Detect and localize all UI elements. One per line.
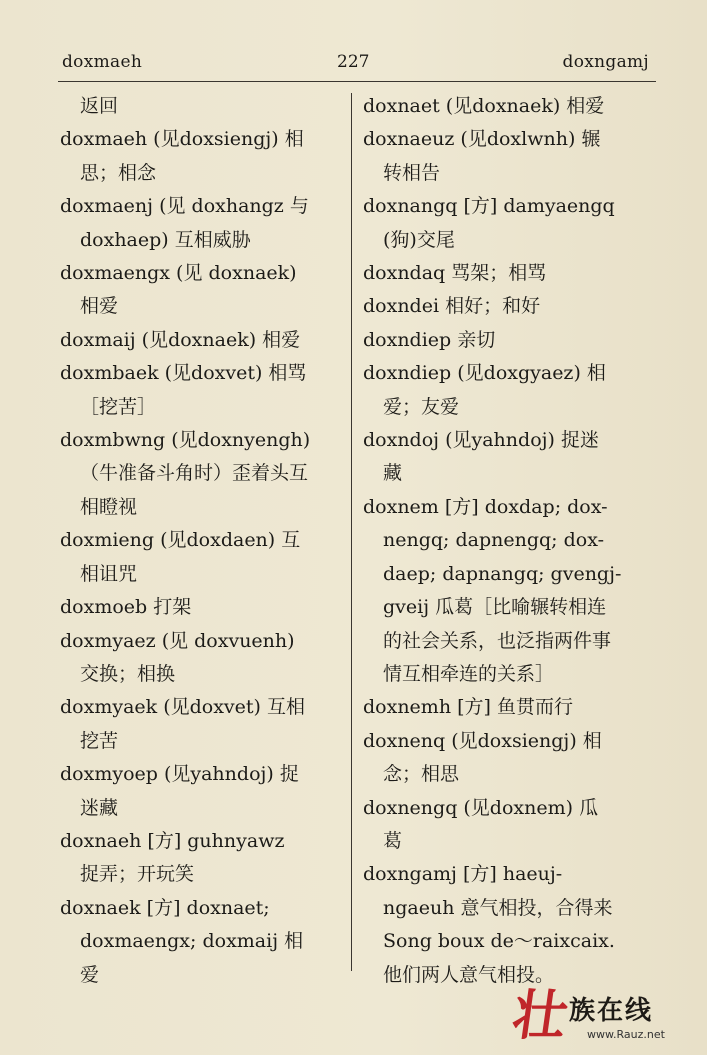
dictionary-entry [363,257,651,290]
entry-continuation: （牛准备斗角时）歪着头互 [80,462,309,485]
entry-continuation: 捉弄；开玩笑 [80,863,195,886]
entry-headline: doxmoeb 打架 [60,596,192,619]
entry-continuation: 相爱 [80,295,119,318]
dictionary-entry [60,825,345,892]
entry-continuation: doxmaengx; doxmaij 相 [80,930,304,953]
entry-headline: doxnengq (见doxnem) 瓜 [363,796,599,819]
entry-continuation: 交换；相换 [80,662,176,685]
logo-glyph: 壮 [508,983,572,1047]
entry-continuation: 爱 [80,963,100,986]
header-rule [58,81,656,82]
entry-headline: doxngamj [方] haeuj- [363,863,563,886]
entry-continuation: 思；相念 [80,161,157,184]
dictionary-entry [363,123,651,190]
dictionary-entry [60,424,345,524]
entry-continuation: 挖苦 [80,729,119,752]
dictionary-entry [363,858,651,992]
dictionary-entry [60,257,345,324]
entry-continuation: 的社会关系，也泛指两件事 [383,629,612,652]
entry-continuation: doxhaep) 互相威胁 [80,228,251,251]
entry-headline: doxnaet (见doxnaek) 相爱 [363,95,605,117]
dictionary-entry [60,625,345,692]
logo-text: 族在线 [569,996,654,1026]
entry-continuation: 返回 [80,95,119,117]
right-column [363,90,651,992]
entry-continuation: 爱；友爱 [383,395,460,418]
entry-continuation: nengq; dapnengq; dox- [383,529,605,552]
entry-headline: doxnem [方] doxdap; dox- [363,495,608,518]
logo-url: www.Rauz.net [587,1028,665,1041]
entry-headline: doxmbaek (见doxvet) 相骂 [60,362,307,385]
left-guide-word: doxmaeh [62,52,143,72]
entry-continuation: 念；相思 [383,763,460,786]
dictionary-entry [60,591,345,624]
entry-headline: doxndoj (见yahndoj) 捉迷 [363,429,599,452]
entry-headline: doxndiep (见doxgyaez) 相 [363,362,606,385]
entry-headline: doxnangq [方] damyaengq [363,195,615,218]
dictionary-entry [60,892,345,992]
entry-headline: doxmyaez (见 doxvuenh) [60,629,295,652]
entry-headline: doxnemh [方] 鱼贯而行 [363,696,573,719]
dictionary-entry [60,324,345,357]
page-header [0,52,707,76]
entry-headline: doxndei 相好；和好 [363,295,541,318]
dictionary-entry [60,90,345,123]
entry-continuation: 相瞪视 [80,495,138,518]
entry-headline: doxmaeh (见doxsiengj) 相 [60,128,304,151]
entry-headline: doxmyoep (见yahndoj) 捉 [60,763,299,786]
entry-continuation: 藏 [383,462,403,485]
site-logo [508,983,693,1047]
entry-headline: doxmyaek (见doxvet) 互相 [60,696,305,719]
entry-continuation: daep; dapnangq; gvengj- [383,562,622,585]
entry-headline: doxnaek [方] doxnaet; [60,896,270,919]
dictionary-entry [363,792,651,859]
dictionary-entry [363,90,651,123]
entry-headline: doxnaeh [方] guhnyawz [60,829,285,852]
right-guide-word: doxngamj [562,52,649,72]
left-column [60,90,345,992]
dictionary-entry [363,691,651,724]
entry-headline: doxmieng (见doxdaen) 互 [60,529,301,552]
entry-headline: doxmaij (见doxnaek) 相爱 [60,328,301,351]
entry-continuation: 他们两人意气相投。 [383,963,555,986]
dictionary-entry [363,725,651,792]
dictionary-entry [363,190,651,257]
column-divider [351,93,352,971]
page-number: 227 [337,52,370,72]
entry-headline: doxndiep 亲切 [363,328,496,351]
entry-headline: doxmbwng (见doxnyengh) [60,429,311,452]
dictionary-entry [363,290,651,323]
dictionary-entry [60,524,345,591]
entry-continuation: ngaeuh 意气相投，合得来 [383,896,613,919]
dictionary-entry [60,758,345,825]
dictionary-entry [60,190,345,257]
dictionary-entry [363,424,651,491]
entry-continuation: 相诅咒 [80,562,138,585]
entry-continuation: (狗)交尾 [383,228,455,251]
dictionary-entry [363,324,651,357]
entry-continuation: 迷藏 [80,796,119,819]
dictionary-entry [60,123,345,190]
dictionary-entry [60,357,345,424]
entry-continuation: gveij 瓜葛［比喻辗转相连 [383,596,607,619]
entry-continuation: 转相告 [383,161,441,184]
entry-headline: doxmaenj (见 doxhangz 与 [60,195,309,218]
entry-continuation: ［挖苦］ [80,395,157,418]
entry-continuation: Song boux de～raixcaix. [383,930,615,953]
dictionary-entry [363,357,651,424]
entry-continuation: 情互相牵连的关系］ [383,662,555,685]
entry-headline: doxnaeuz (见doxlwnh) 辗 [363,128,601,151]
entry-headline: doxmaengx (见 doxnaek) [60,262,297,285]
dictionary-entry [363,491,651,691]
dictionary-entry [60,691,345,758]
entry-headline: doxnenq (见doxsiengj) 相 [363,729,602,752]
entry-continuation: 葛 [383,829,403,852]
entry-headline: doxndaq 骂架；相骂 [363,262,547,285]
